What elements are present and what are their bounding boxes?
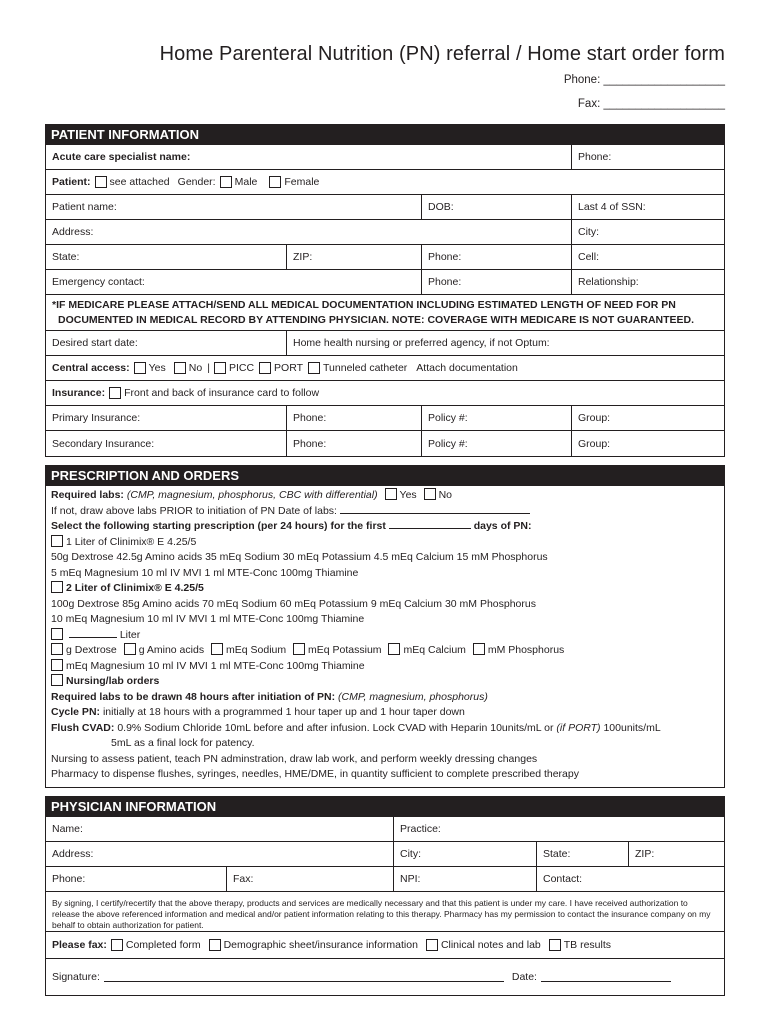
please-fax-row xyxy=(46,932,724,958)
dob-label: DOB: xyxy=(428,201,454,213)
form-title: Home Parenteral Nutrition (PN) referral / Home start order form xyxy=(159,43,725,65)
cycle-text: initially at 18 hours with a programmed 1 hour taper up and 1 hour taper down xyxy=(102,706,465,718)
prescription-heading: PRESCRIPTION AND ORDERS xyxy=(45,465,725,486)
primary-insurance-label: Primary Insurance: xyxy=(52,412,141,424)
ssn-label: Last 4 of SSN: xyxy=(578,201,646,213)
required-labs-line xyxy=(51,488,719,504)
home-health-field[interactable] xyxy=(287,331,724,355)
option-1-title xyxy=(51,535,719,551)
see-attached-label: see attached xyxy=(109,176,170,188)
labs-48-label: Required labs to be drawn 48 hours after initiation of PN: xyxy=(51,690,336,703)
port-checkbox[interactable] xyxy=(259,362,271,374)
insurance-label: Insurance: xyxy=(52,387,106,399)
labs-no-checkbox[interactable] xyxy=(424,488,436,500)
cycle-line xyxy=(51,705,719,721)
physician-city-field[interactable] xyxy=(394,842,537,866)
flush-port: (if PORT) xyxy=(556,721,601,734)
option-2-checkbox[interactable] xyxy=(51,581,63,593)
secondary-phone-label: Phone: xyxy=(293,437,327,450)
npi-field[interactable] xyxy=(394,867,537,891)
secondary-phone-field[interactable] xyxy=(287,431,422,456)
date-input[interactable] xyxy=(541,972,671,982)
patient-phone-field[interactable] xyxy=(422,245,572,269)
flush-port-dose: 100units/mL xyxy=(603,721,661,734)
city-field[interactable] xyxy=(572,220,724,244)
practice-label: Practice: xyxy=(400,823,441,835)
days-of-pn-input[interactable] xyxy=(389,519,471,529)
female-label: Female xyxy=(284,176,320,188)
insurance-card-label: Front and back of insurance card to follow xyxy=(124,387,320,399)
patient-label: Patient: xyxy=(52,176,91,188)
option-2-title xyxy=(51,581,719,597)
date-of-labs-label: If not, draw above labs PRIOR to initiation of PN Date of labs: xyxy=(51,504,337,517)
patient-section xyxy=(45,124,725,457)
required-labs-label: Required labs: xyxy=(51,489,124,501)
cycle-label: Cycle PN: xyxy=(51,706,101,718)
custom-amino-label: g Amino acids xyxy=(138,644,205,656)
date-label: Date: xyxy=(511,971,537,983)
custom-potassium-label: mEq Potassium xyxy=(308,644,382,656)
primary-group-label: Group: xyxy=(578,412,611,424)
option-2-label: 2 Liter of Clinimix® E 4.25/5 xyxy=(66,582,204,594)
signature-row xyxy=(46,959,724,995)
physician-zip-field[interactable] xyxy=(629,842,724,866)
tunneled-label: Tunneled catheter xyxy=(323,362,408,374)
specialist-phone-label: Phone: xyxy=(578,151,612,163)
custom-magnesium-label: mEq Magnesium 10 ml IV MVI 1 ml MTE-Conc 100mg Thiamine xyxy=(66,659,365,672)
nursing-orders-label: Nursing/lab orders xyxy=(66,675,160,687)
physician-name-field[interactable] xyxy=(46,817,394,841)
physician-address-label: Address: xyxy=(52,848,94,860)
gender-label: Gender: xyxy=(177,176,216,188)
patient-row xyxy=(46,170,724,194)
female-checkbox[interactable] xyxy=(269,176,281,188)
practice-field[interactable] xyxy=(394,817,724,841)
please-fax-label: Please fax: xyxy=(52,939,107,951)
secondary-policy-field[interactable] xyxy=(422,431,572,456)
primary-policy-field[interactable] xyxy=(422,406,572,430)
physician-state-label: State: xyxy=(543,848,571,860)
state-field[interactable] xyxy=(46,245,287,269)
clinical-notes-label: Clinical notes and lab xyxy=(440,939,541,951)
patient-name-field[interactable] xyxy=(46,195,422,219)
completed-form-checkbox[interactable] xyxy=(111,939,123,951)
custom-phosphorus-box[interactable] xyxy=(473,643,485,655)
primary-phone-label: Phone: xyxy=(293,412,327,424)
physician-heading: PHYSICIAN INFORMATION xyxy=(45,796,725,817)
nursing-text: Nursing to assess patient, teach PN adminstration, draw lab work, and perform weekly dressing changes xyxy=(51,752,538,765)
custom-dextrose-box[interactable] xyxy=(51,643,63,655)
tb-results-label: TB results xyxy=(563,939,612,951)
custom-dextrose-label: g Dextrose xyxy=(66,644,117,656)
emergency-contact-label: Emergency contact: xyxy=(52,276,145,288)
primary-insurance-field[interactable] xyxy=(46,406,287,430)
cell-field[interactable] xyxy=(572,245,724,269)
prescription-section xyxy=(45,465,725,788)
secondary-insurance-field[interactable] xyxy=(46,431,287,456)
certification-statement: By signing, I certify/recertify that the above therapy, products and services are medically necessary and that this patient is under my care. I have received authorization to release the above referenced information and medical and/or patient information relating to this therapy. Pharmacy has my permission to contact the insurance company on my behalf to obtain authorization for patient. xyxy=(46,892,724,932)
custom-magnesium-box[interactable] xyxy=(51,659,63,671)
central-yes-label: Yes xyxy=(148,362,166,374)
emergency-contact-field[interactable] xyxy=(46,270,422,294)
required-labs-detail: (CMP, magnesium, phosphorus, CBC with differential) xyxy=(126,489,378,501)
secondary-insurance-label: Secondary Insurance: xyxy=(52,437,155,450)
relationship-field[interactable] xyxy=(572,270,724,294)
start-date-label: Desired start date: xyxy=(52,337,138,349)
patient-heading: PATIENT INFORMATION xyxy=(45,124,725,145)
patient-phone-label: Phone: xyxy=(428,251,462,263)
emergency-phone-label: Phone: xyxy=(428,276,462,288)
address-field[interactable] xyxy=(46,220,572,244)
dob-field[interactable] xyxy=(422,195,572,219)
secondary-group-label: Group: xyxy=(578,437,611,450)
days-of-pn-label: days of PN: xyxy=(473,520,532,532)
primary-phone-field[interactable] xyxy=(287,406,422,430)
insurance-row xyxy=(46,381,724,405)
custom-liter-line xyxy=(51,628,719,644)
central-access-label: Central access: xyxy=(52,362,130,374)
primary-group-field[interactable] xyxy=(572,406,724,430)
nursing-orders-checkbox[interactable] xyxy=(51,674,63,686)
custom-calcium-box[interactable] xyxy=(388,643,400,655)
flush-line xyxy=(51,721,719,737)
option-2-line-2: 10 mEq Magnesium 10 ml IV MVI 1 ml MTE-Conc 100mg Thiamine xyxy=(51,613,365,625)
emergency-phone-field[interactable] xyxy=(422,270,572,294)
medicare-notice-line-2: DOCUMENTED IN MEDICAL RECORD BY ATTENDING PHYSICIAN. NOTE: COVERAGE WITH MEDICARE IS NOT GUARANTEED. xyxy=(58,314,695,326)
specialist-phone-field[interactable] xyxy=(572,145,724,169)
custom-amino-box[interactable] xyxy=(124,643,136,655)
ssn-field[interactable] xyxy=(572,195,724,219)
npi-label: NPI: xyxy=(400,873,421,885)
tunneled-checkbox[interactable] xyxy=(308,362,320,374)
custom-sodium-label: mEq Sodium xyxy=(226,644,287,656)
custom-magnesium-line xyxy=(51,659,719,675)
clinical-notes-checkbox[interactable] xyxy=(426,939,438,951)
physician-state-field[interactable] xyxy=(537,842,629,866)
state-label: State: xyxy=(52,251,80,263)
date-of-labs-line xyxy=(51,504,719,520)
specialist-name-label: Acute care specialist name: xyxy=(52,151,191,163)
select-prescription-line xyxy=(51,519,719,535)
secondary-policy-label: Policy #: xyxy=(428,437,468,450)
pharmacy-text: Pharmacy to dispense flushes, syringes, needles, HME/DME, in quantity sufficient to complete prescribed therapy xyxy=(51,768,579,780)
labs-yes-checkbox[interactable] xyxy=(385,488,397,500)
physician-address-field[interactable] xyxy=(46,842,394,866)
port-label: PORT xyxy=(274,362,304,374)
home-health-label: Home health nursing or preferred agency, if not Optum: xyxy=(293,337,550,349)
see-attached-checkbox[interactable] xyxy=(95,176,107,188)
specialist-name-field[interactable] xyxy=(46,145,572,169)
city-label: City: xyxy=(578,226,599,238)
select-prescription-label: Select the following starting prescription (per 24 hours) for the first xyxy=(51,520,386,532)
zip-label: ZIP: xyxy=(293,251,313,263)
custom-liter-input[interactable] xyxy=(69,628,117,638)
physician-name-label: Name: xyxy=(52,823,83,835)
option-1-label: 1 Liter of Clinimix® E 4.25/5 xyxy=(66,535,197,548)
male-checkbox[interactable] xyxy=(220,176,232,188)
nursing-orders-line xyxy=(51,674,719,690)
custom-phosphorus-label: mM Phosphorus xyxy=(487,644,565,656)
flush-label: Flush CVAD: xyxy=(51,721,115,734)
physician-contact-label: Contact: xyxy=(543,873,583,885)
signature-label: Signature: xyxy=(52,971,100,983)
date-of-labs-input[interactable] xyxy=(340,504,530,514)
separator: | xyxy=(207,362,210,374)
zip-field[interactable] xyxy=(287,245,422,269)
custom-liter-label: Liter xyxy=(119,628,141,641)
labs-48-detail: (CMP, magnesium, phosphorus) xyxy=(338,690,488,703)
physician-city-label: City: xyxy=(400,848,421,860)
central-access-row xyxy=(46,356,724,380)
central-no-label: No xyxy=(188,362,203,374)
central-yes-checkbox[interactable] xyxy=(134,362,146,374)
labs-yes-label: Yes xyxy=(399,489,417,501)
option-1-line-2: 5 mEq Magnesium 10 ml IV MVI 1 ml MTE-Conc 100mg Thiamine xyxy=(51,566,359,579)
completed-form-label: Completed form xyxy=(125,939,201,951)
option-2-line-1: 100g Dextrose 85g Amino acids 70 mEq Sodium 60 mEq Potassium 9 mEq Calcium 30 mM Phosphorus xyxy=(51,597,536,610)
custom-sodium-box[interactable] xyxy=(211,643,223,655)
flush-lock-text: 5mL as a final lock for patency. xyxy=(111,737,255,749)
relationship-label: Relationship: xyxy=(578,276,639,288)
insurance-card-checkbox[interactable] xyxy=(109,387,121,399)
cell-label: Cell: xyxy=(578,251,600,263)
option-1-checkbox[interactable] xyxy=(51,535,63,547)
primary-policy-label: Policy #: xyxy=(428,412,468,424)
demographic-label: Demographic sheet/insurance information xyxy=(223,939,418,951)
custom-potassium-box[interactable] xyxy=(293,643,305,655)
start-date-field[interactable] xyxy=(46,331,287,355)
demographic-checkbox[interactable] xyxy=(209,939,221,951)
physician-fax-field[interactable] xyxy=(227,867,394,891)
physician-section xyxy=(45,796,725,996)
custom-calcium-label: mEq Calcium xyxy=(403,644,466,656)
labs-48-line xyxy=(51,690,719,706)
custom-checkbox[interactable] xyxy=(51,628,63,640)
physician-contact-field[interactable] xyxy=(537,867,724,891)
physician-phone-field[interactable] xyxy=(46,867,227,891)
custom-components-line xyxy=(51,643,719,659)
picc-label: PICC xyxy=(228,362,255,374)
medicare-notice-line-1: *IF MEDICARE PLEASE ATTACH/SEND ALL MEDICAL DOCUMENTATION INCLUDING ESTIMATED LENGTH OF NEED FOR PN xyxy=(52,299,676,311)
picc-checkbox[interactable] xyxy=(214,362,226,374)
address-label: Address: xyxy=(52,226,94,238)
central-no-checkbox[interactable] xyxy=(174,362,186,374)
header-phone: Phone: ___________________ xyxy=(563,74,725,86)
signature-input[interactable] xyxy=(104,972,504,982)
physician-zip-label: ZIP: xyxy=(635,848,655,860)
tb-results-checkbox[interactable] xyxy=(549,939,561,951)
male-label: Male xyxy=(234,176,258,188)
flush-text: 0.9% Sodium Chloride 10mL before and after infusion. Lock CVAD with Heparin 10units/mL or xyxy=(117,721,554,734)
medicare-notice xyxy=(46,295,724,331)
option-1-line-1: 50g Dextrose 42.5g Amino acids 35 mEq Sodium 30 mEq Potassium 4.5 mEq Calcium 15 mM Phosphorus xyxy=(51,551,548,563)
secondary-group-field[interactable] xyxy=(572,431,724,456)
physician-fax-label: Fax: xyxy=(233,873,254,885)
attach-documentation-label: Attach documentation xyxy=(416,362,518,374)
header-fax: Fax: ___________________ xyxy=(577,98,725,110)
labs-no-label: No xyxy=(438,489,453,501)
patient-name-label: Patient name: xyxy=(52,201,117,213)
physician-phone-label: Phone: xyxy=(52,873,86,885)
